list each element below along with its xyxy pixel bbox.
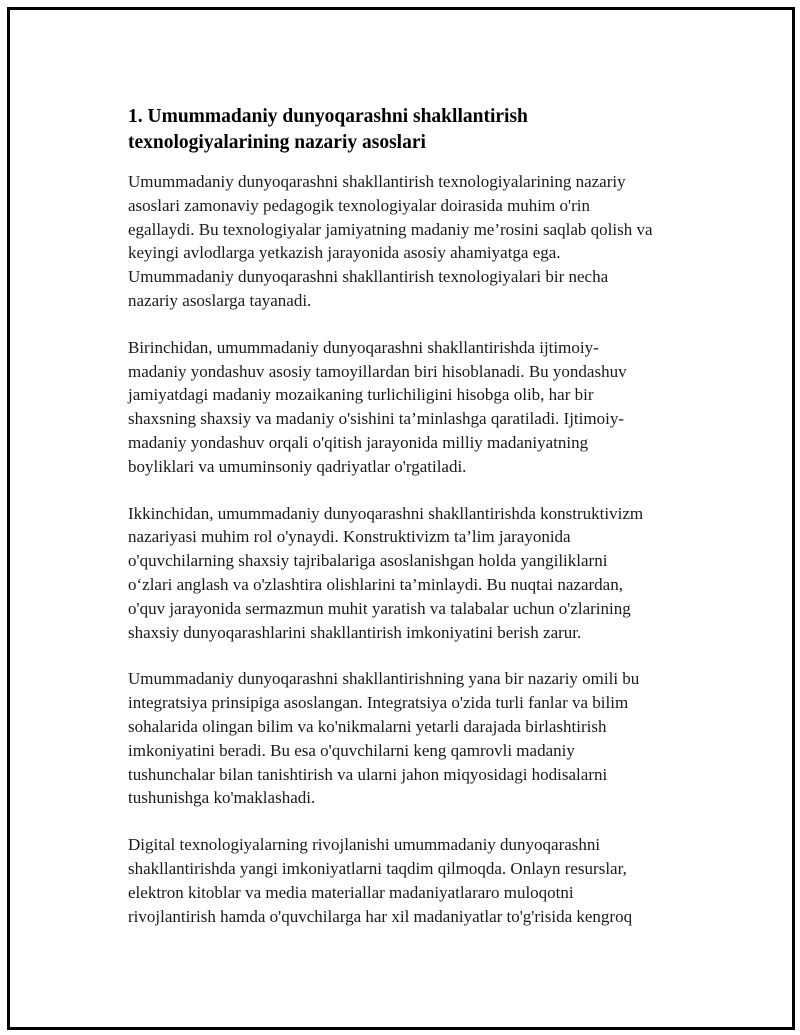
text-line: Ikkinchidan, umummadaniy dunyoqarashni shakllantirishda konstruktivizm: [128, 503, 644, 523]
text-line: o'quvchilarning shaxsiy tajribalariga asoslanishgan holda yangiliklarni: [128, 551, 608, 571]
text-line: imkoniyatini beradi. Bu esa o'quvchilarni keng qamrovli madaniy: [128, 740, 575, 760]
text-line: keyingi avlodlarga yetkazish jarayonida asosiy ahamiyatga ega.: [128, 243, 561, 263]
text-line: tushunchalar bilan tanishtirish va ularni jahon miqyosidagi hodisalarni: [128, 764, 608, 784]
page-frame: [7, 7, 795, 1030]
text-line: madaniy yondashuv orqali o'qitish jarayonida milliy madaniyatning: [128, 432, 589, 452]
text-line: jamiyatdagi madaniy mozaikaning turlichiligini hisobga olib, har bir: [128, 385, 594, 405]
text-line: egallaydi. Bu texnologiyalar jamiyatning madaniy me’rosini saqlab qolish va: [128, 219, 653, 239]
text-line: Umummadaniy dunyoqarashni shakllantirishning yana bir nazariy omili bu: [128, 669, 640, 689]
paragraph-intro: [128, 170, 708, 313]
paragraph-second-point: [128, 502, 708, 645]
text-line: asoslari zamonaviy pedagogik texnologiyalar doirasida muhim o'rin: [128, 195, 590, 215]
heading-line: 1. Umummadaniy dunyoqarashni shakllantirish: [128, 106, 528, 127]
section-heading: [128, 104, 708, 156]
heading-line: texnologiyalarining nazariy asoslari: [128, 132, 426, 153]
text-line: Digital texnologiyalarning rivojlanishi umummadaniy dunyoqarashni: [128, 835, 601, 855]
text-line: nazariyasi muhim rol o'ynaydi. Konstruktivizm ta’lim jarayonida: [128, 527, 571, 547]
document-body: [128, 104, 708, 951]
text-line: boyliklari va umuminsoniy qadriyatlar o'rgatiladi.: [128, 456, 467, 476]
paragraph-digital: [128, 833, 708, 928]
text-line: tushunishga ko'maklashadi.: [128, 788, 316, 808]
text-line: integratsiya prinsipiga asoslangan. Integratsiya o'zida turli fanlar va bilim: [128, 693, 629, 713]
text-line: shaxsning shaxsiy va madaniy o'sishini ta’minlashga qaratiladi. Ijtimoiy-: [128, 409, 624, 429]
text-line: o'quv jarayonida sermazmun muhit yaratish va talabalar uchun o'zlarining: [128, 598, 631, 618]
text-line: rivojlantirish hamda o'quvchilarga har xil madaniyatlar to'g'risida kengroq: [128, 906, 633, 926]
text-line: sohalarida olingan bilim va ko'nikmalarni yetarli darajada birlashtirish: [128, 716, 607, 736]
text-line: shaxsiy dunyoqarashlarini shakllantirish imkoniyatini berish zarur.: [128, 622, 582, 642]
text-line: shakllantirishda yangi imkoniyatlarni taqdim qilmoqda. Onlayn resurslar,: [128, 858, 627, 878]
text-line: Umummadaniy dunyoqarashni shakllantirish texnologiyalari bir necha: [128, 267, 609, 287]
text-line: elektron kitoblar va media materiallar madaniyatlararo muloqotni: [128, 882, 574, 902]
text-line: Birinchidan, umummadaniy dunyoqarashni shakllantirishda ijtimoiy-: [128, 337, 599, 357]
text-line: nazariy asoslarga tayanadi.: [128, 290, 312, 310]
paragraph-integration: [128, 667, 708, 810]
text-line: Umummadaniy dunyoqarashni shakllantirish texnologiyalarining nazariy: [128, 172, 626, 191]
paragraph-first-point: [128, 336, 708, 479]
text-line: o‘zlari anglash va o'zlashtira olishlarini ta’minlaydi. Bu nuqtai nazardan,: [128, 574, 623, 594]
text-line: madaniy yondashuv asosiy tamoyillardan biri hisoblanadi. Bu yondashuv: [128, 361, 627, 381]
